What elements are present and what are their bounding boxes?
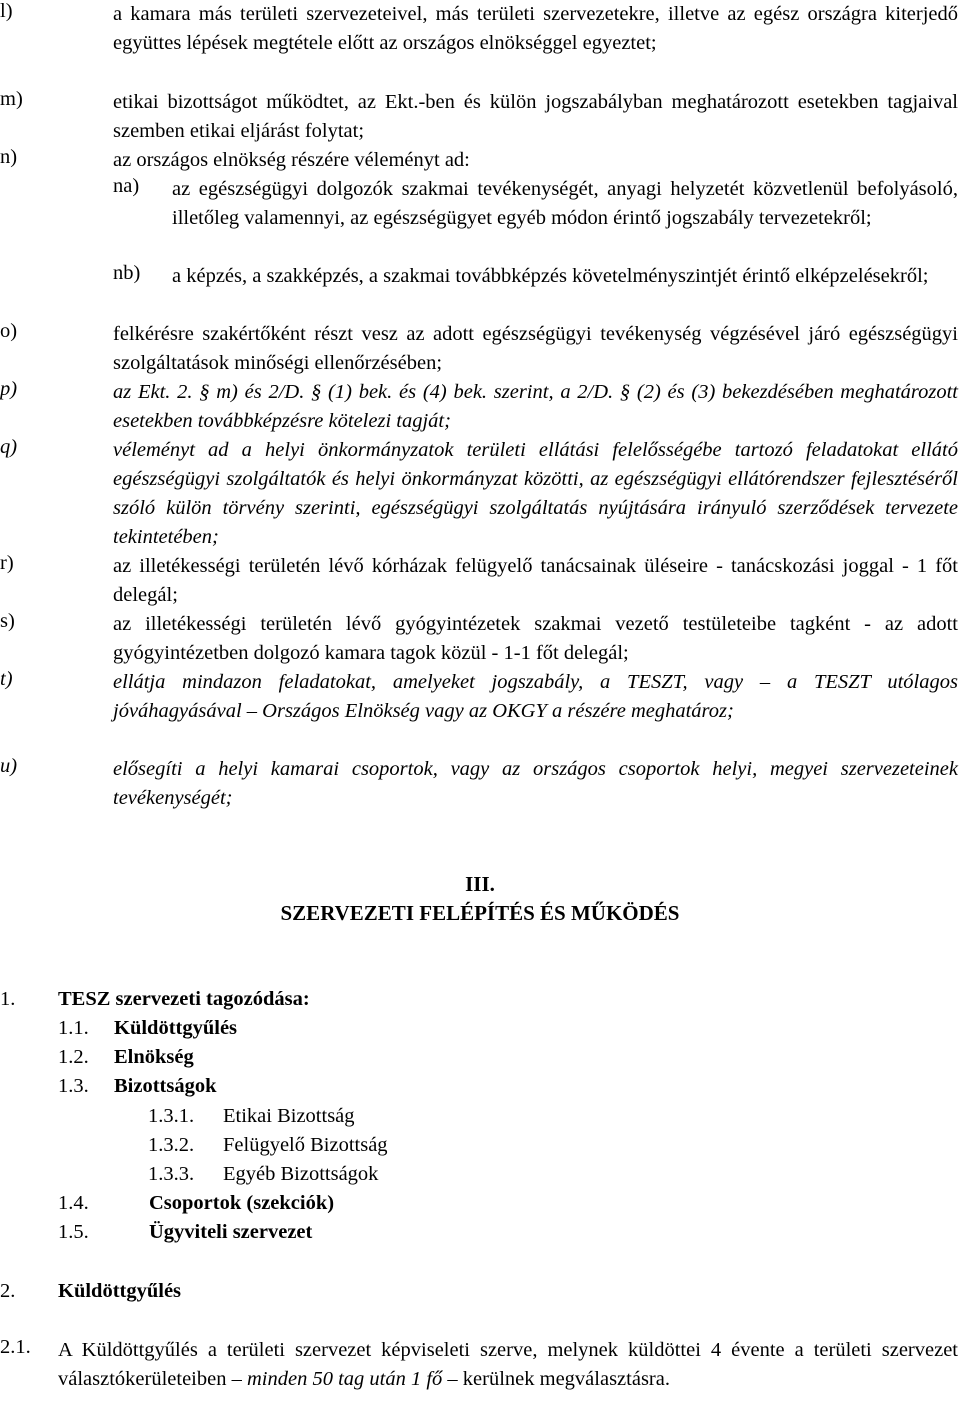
outline-title: Felügyelő Bizottság: [223, 1134, 388, 1156]
outline-title: Küldöttgyűlés: [114, 1017, 238, 1039]
outline-title: Etikai Bizottság: [223, 1105, 355, 1127]
paragraph-text-b: minden 50 tag után 1 fő: [246, 1368, 443, 1390]
outline-number: 2.: [0, 1280, 16, 1302]
outline-number: 1.3.: [58, 1075, 89, 1097]
outline-title: Csoportok (szekciók): [149, 1192, 335, 1214]
item-label: p): [0, 378, 18, 400]
item-label: t): [0, 668, 13, 690]
paragraph-text-a: A Küldöttgyűlés a területi szervezet képviseleti szerve, melynek küldöttei 4 évente a területi szervezet választókerületeiben –: [58, 1339, 958, 1390]
outline-number: 1.1.: [58, 1017, 89, 1039]
section-title: SZERVEZETI FELÉPÍTÉS ÉS MŰKÖDÉS: [280, 901, 680, 925]
outline-title: Ügyviteli szervezet: [149, 1221, 313, 1243]
outline-number: 1.2.: [58, 1046, 89, 1068]
outline-number: 1.3.3.: [148, 1163, 195, 1185]
section-number: III.: [465, 872, 495, 896]
item-label: n): [0, 146, 18, 168]
item-text: véleményt ad a helyi önkormányzatok területi ellátási felelősségébe tartozó feladatokat ellátó egészségügyi szolgáltatók és helyi önkormányzat közötti, az egészségügyi ellátórendszer fejlesztéséről szóló külön törvény szerinti, egészségügyi szolgáltatás nyújtására irányuló szerződések tervezete tekintetében;: [113, 439, 958, 548]
item-text: az egészségügyi dolgozók szakmai tevékenységét, anyagi helyzetét közvetlenül befolyásoló, illetőleg valamennyi, az egészségügyet egyéb módon érintő jogszabály tervezetekről;: [172, 178, 958, 229]
item-label: r): [0, 552, 14, 574]
outline-title: TESZ szervezeti tagozódása:: [58, 988, 310, 1010]
item-text: az Ekt. 2. § m) és 2/D. § (1) bek. és (4) bek. szerint, a 2/D. § (2) és (3) bekezdésében meghatározott esetekben továbbképzésre kötelezi tagját;: [113, 381, 958, 432]
item-label: q): [0, 436, 18, 458]
item-text: ellátja mindazon feladatokat, amelyeket jogszabály, a TESZT, vagy – a TESZT utólagos jóváhagyásával – Országos Elnökség vagy az OKGY a részére meghatároz;: [113, 671, 958, 722]
item-label: nb): [113, 262, 141, 284]
outline-title: Elnökség: [114, 1046, 194, 1068]
item-text: felkérésre szakértőként részt vesz az adott egészségügyi tevékenység végzésével járó egészségügyi szolgáltatások minőségi ellenőrzésében;: [113, 323, 958, 374]
outline-number: 1.4.: [58, 1192, 89, 1214]
item-label: l): [0, 0, 13, 22]
item-text: az illetékességi területén lévő kórházak felügyelő tanácsainak üléseire - tanácskozási joggal - 1 főt delegál;: [113, 555, 958, 606]
outline-number: 1.3.1.: [148, 1105, 195, 1127]
paragraph-text-c: – kerülnek megválasztásra.: [447, 1368, 670, 1390]
item-label: u): [0, 755, 18, 777]
outline-number: 1.: [0, 988, 16, 1010]
item-text: a képzés, a szakképzés, a szakmai továbbképzés követelményszintjét érintő elképzelésekről;: [172, 265, 929, 287]
paragraph-body: [58, 1336, 958, 1394]
outline-number: 1.5.: [58, 1221, 89, 1243]
item-label: o): [0, 320, 18, 342]
outline-title: Bizottságok: [114, 1075, 217, 1097]
item-text: az illetékességi területén lévő gyógyintézetek szakmai vezető testületeibe tagként - az adott gyógyintézetben dolgozó kamara tagok közül - 1-1 főt delegál;: [113, 613, 958, 664]
outline-title: Egyéb Bizottságok: [223, 1163, 379, 1185]
outline-number: 1.3.2.: [148, 1134, 195, 1156]
item-label: m): [0, 88, 23, 110]
paragraph-number: 2.1.: [0, 1336, 31, 1358]
outline-title: Küldöttgyűlés: [58, 1280, 182, 1302]
item-text: elősegíti a helyi kamarai csoportok, vagy az országos csoportok helyi, megyei szervezeteinek tevékenységét;: [113, 758, 958, 809]
item-text: a kamara más területi szervezeteivel, más területi szervezetekre, illetve az egész országra kiterjedő együttes lépések megtétele előtt az országos elnökséggel egyeztet;: [113, 3, 958, 54]
item-label: na): [113, 175, 140, 197]
item-text: az országos elnökség részére véleményt ad:: [113, 149, 470, 171]
item-label: s): [0, 610, 15, 632]
item-text: etikai bizottságot működtet, az Ekt.-ben és külön jogszabályban meghatározott esetekben tagjaival szemben etikai eljárást folytat;: [113, 91, 958, 142]
